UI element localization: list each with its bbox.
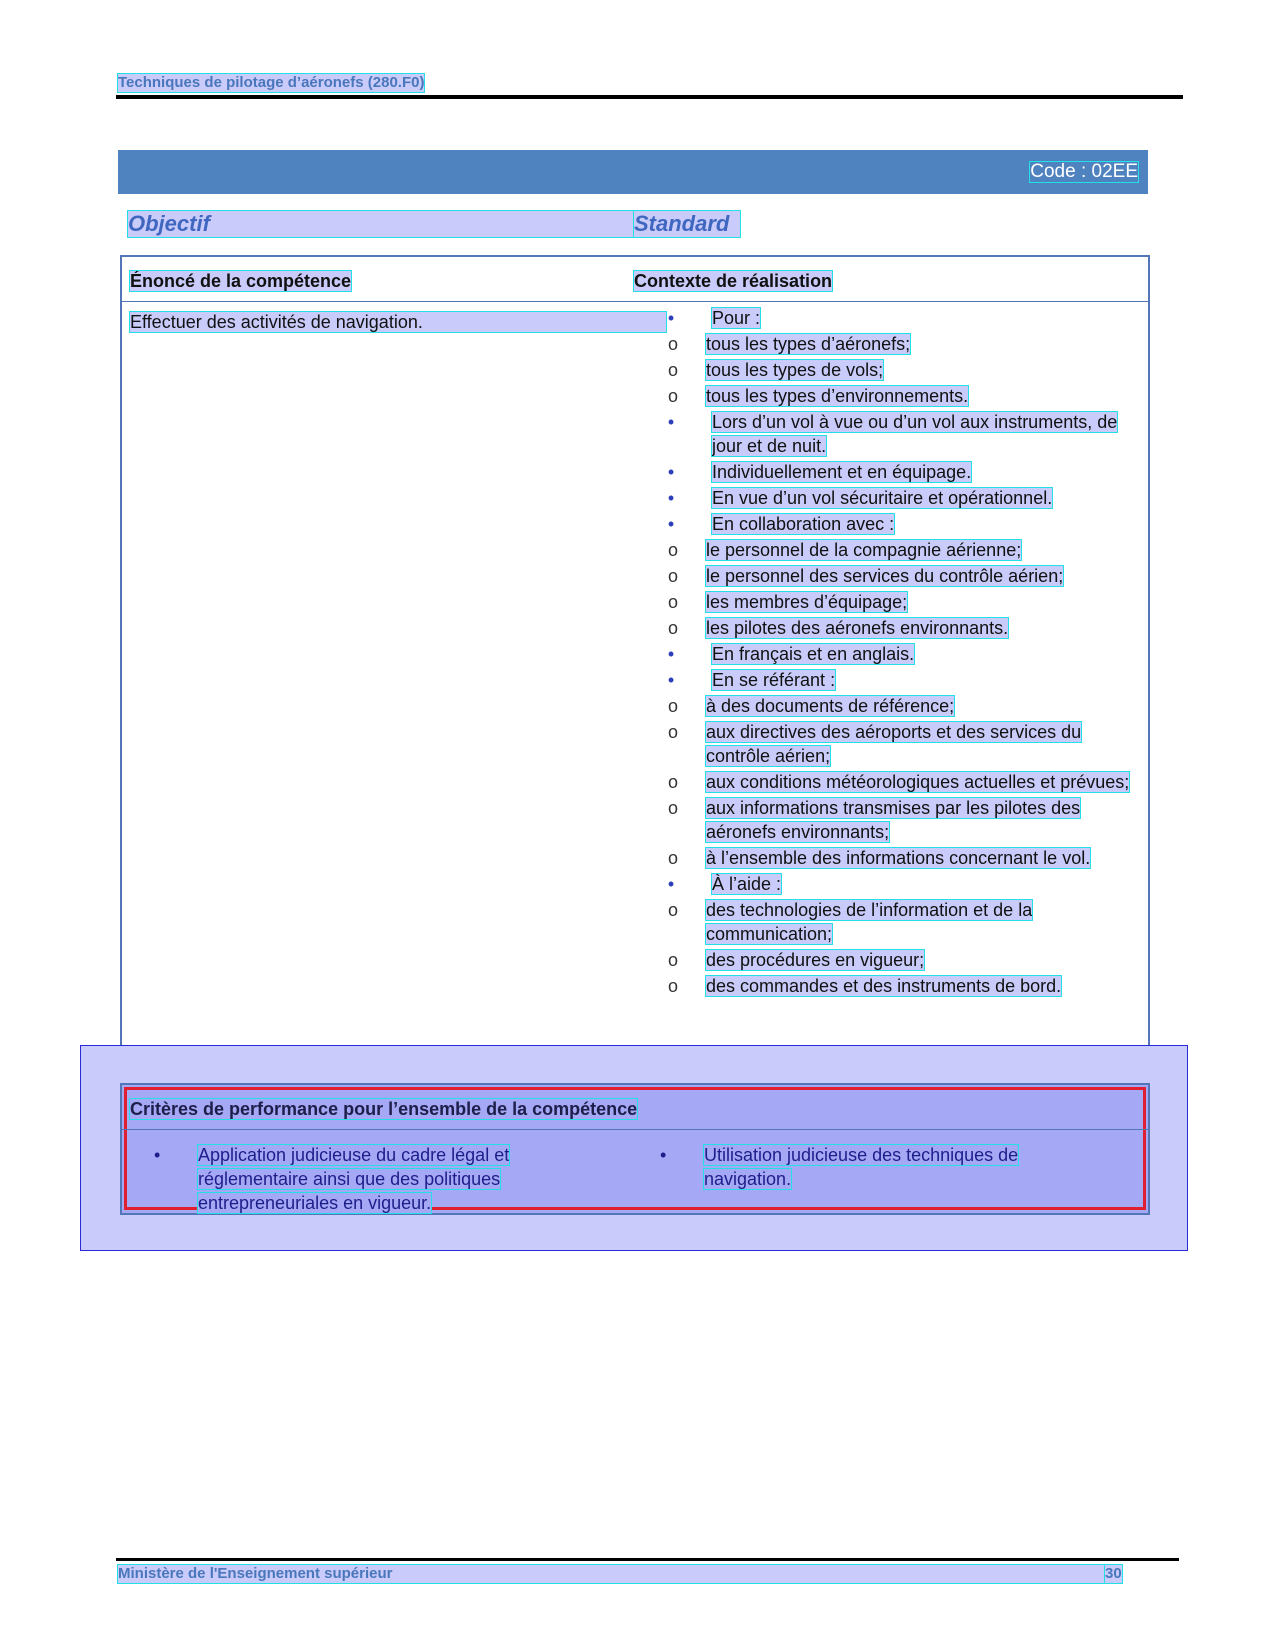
context-item-text: Individuellement et en équipage. [712, 462, 972, 482]
bullet-icon: • [667, 644, 675, 664]
bullet-icon: • [667, 462, 675, 482]
context-item-text: Pour : [712, 308, 761, 328]
context-item-text: En français et en anglais. [712, 644, 915, 664]
context-subitem [616, 616, 1144, 640]
bullet-icon: • [667, 308, 675, 328]
footer-rule [116, 1558, 1179, 1561]
context-subitem [616, 948, 1144, 972]
context-subitem-text: tous les types d’aéronefs; [706, 334, 911, 354]
context-subitem-text: le personnel de la compagnie aérienne; [706, 540, 1022, 560]
circle-bullet-icon: o [667, 386, 678, 406]
context-subitem [616, 720, 1144, 768]
circle-bullet-icon: o [667, 772, 678, 792]
context-subitem-text: tous les types d’environnements. [706, 386, 969, 406]
bullet-icon: • [667, 514, 675, 534]
context-item [664, 306, 1144, 330]
performance-right-item: • Utilisation judicieuse des techniques de navigation. [660, 1145, 1019, 1189]
circle-bullet-icon: o [667, 334, 678, 354]
performance-left-item: • Application judicieuse du cadre légal et réglementaire ainsi que des politiques entrepreneuriales en vigueur. [154, 1145, 510, 1213]
bullet-icon: • [667, 412, 675, 432]
context-subitem [616, 974, 1144, 998]
context-subitem-text: des procédures en vigueur; [706, 950, 925, 970]
context-subitem-text: aux conditions météorologiques actuelles et prévues; [706, 772, 1130, 792]
context-subitem [616, 358, 1144, 382]
context-subitem-text: le personnel des services du contrôle aérien; [706, 566, 1064, 586]
circle-bullet-icon: o [667, 360, 678, 380]
circle-bullet-icon: o [667, 592, 678, 612]
performance-divider [122, 1129, 1148, 1130]
context-item [664, 642, 1144, 666]
context-item [664, 512, 1144, 536]
context-item [664, 486, 1144, 510]
context-subitem [616, 898, 1144, 946]
context-item [664, 410, 1144, 458]
circle-bullet-icon: o [667, 976, 678, 996]
standard-heading: Standard [634, 211, 740, 237]
context-subitem [616, 796, 1144, 844]
context-subitem-text: à des documents de référence; [706, 696, 955, 716]
context-subitem [616, 694, 1144, 718]
enonce-text: Effectuer des activités de navigation. [130, 312, 666, 332]
context-subitem [616, 332, 1144, 356]
circle-bullet-icon: o [667, 848, 678, 868]
circle-bullet-icon: o [667, 722, 678, 742]
context-item [664, 668, 1144, 692]
performance-criteria-box [120, 1083, 1150, 1215]
context-subitem-text: tous les types de vols; [706, 360, 884, 380]
context-subitem-text: aux informations transmises par les pilotes des aéronefs environnants; [706, 798, 1081, 842]
context-subitem-text: aux directives des aéroports et des services du contrôle aérien; [706, 722, 1082, 766]
context-subitem [616, 384, 1144, 408]
objectif-heading: Objectif [128, 211, 634, 237]
context-subitem [616, 770, 1144, 794]
circle-bullet-icon: o [667, 950, 678, 970]
context-subitem [616, 846, 1144, 870]
circle-bullet-icon: o [667, 900, 678, 920]
enonce-header: Énoncé de la compétence [130, 271, 352, 291]
context-item-text: En se référant : [712, 670, 836, 690]
circle-bullet-icon: o [667, 566, 678, 586]
context-subitem-text: à l’ensemble des informations concernant le vol. [706, 848, 1091, 868]
bullet-icon: • [660, 1145, 667, 1165]
performance-title: Critères de performance pour l’ensemble de la compétence [130, 1099, 638, 1119]
context-subitem-text: les membres d’équipage; [706, 592, 908, 612]
circle-bullet-icon: o [667, 696, 678, 716]
context-item [664, 460, 1144, 484]
context-item-text: En collaboration avec : [712, 514, 895, 534]
code-bar [118, 150, 1148, 194]
context-subitem [616, 564, 1144, 588]
table-divider [122, 301, 1148, 302]
bullet-icon: • [667, 670, 675, 690]
competency-code: Code : 02EE [1030, 161, 1138, 182]
circle-bullet-icon: o [667, 618, 678, 638]
context-subitem-text: des commandes et des instruments de bord. [706, 976, 1062, 996]
header-rule [116, 95, 1183, 99]
page-number: 30 [1105, 1565, 1122, 1582]
circle-bullet-icon: o [667, 798, 678, 818]
context-list [664, 306, 1144, 1000]
bullet-icon: • [667, 488, 675, 508]
bullet-icon: • [667, 874, 675, 894]
circle-bullet-icon: o [667, 540, 678, 560]
context-item-text: À l’aide : [712, 874, 782, 894]
contexte-header: Contexte de réalisation [634, 271, 833, 291]
context-item-text: En vue d’un vol sécuritaire et opérationnel. [712, 488, 1053, 508]
context-subitem-text: les pilotes des aéronefs environnants. [706, 618, 1009, 638]
context-subitem [616, 538, 1144, 562]
footer-ministry: Ministère de l'Enseignement supérieur [118, 1565, 1108, 1583]
bullet-icon: • [154, 1145, 161, 1165]
document-header-title: Techniques de pilotage d’aéronefs (280.F0) [118, 74, 425, 91]
context-subitem [616, 590, 1144, 614]
context-item [664, 872, 1144, 896]
context-subitem-text: des technologies de l’information et de la communication; [706, 900, 1033, 944]
context-item-text: Lors d’un vol à vue ou d’un vol aux instruments, de jour et de nuit. [712, 412, 1118, 456]
